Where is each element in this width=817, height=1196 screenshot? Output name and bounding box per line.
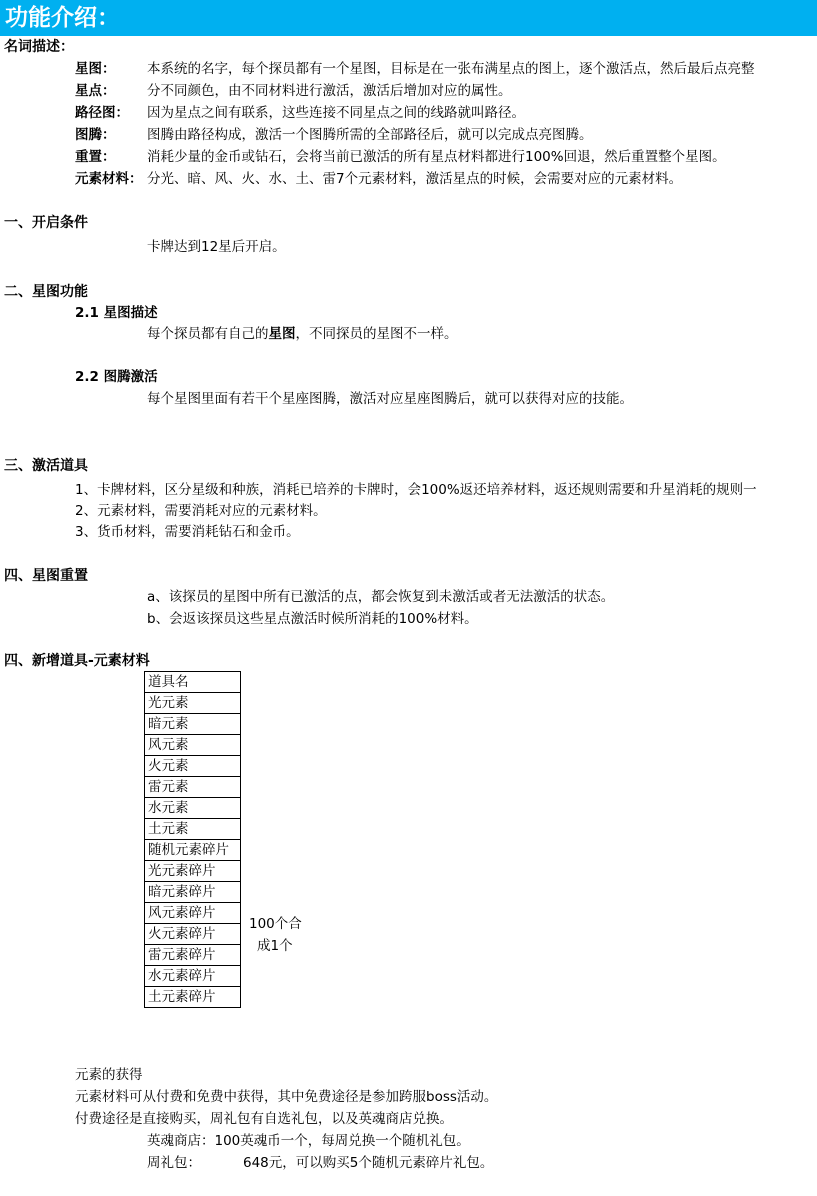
table-row: [145, 819, 241, 840]
item-name-cell: 火元素碎片: [145, 924, 241, 945]
obtain-weekly-desc: 648元，可以购买5个随机元素碎片礼包。: [243, 1155, 494, 1171]
item-name-cell: 雷元素碎片: [145, 945, 241, 966]
obtain-line: 付费途径是直接购买，周礼包有自选礼包，以及英魂商店兑换。: [75, 1111, 453, 1127]
table-row: [145, 756, 241, 777]
item-name-cell: 土元素碎片: [145, 987, 241, 1008]
reset-rule: b、会返该探员这些星点激活时候所消耗的100%材料。: [147, 611, 478, 627]
glossary-term: 星点：: [75, 83, 116, 99]
section-title-reset: 四、星图重置: [4, 568, 88, 584]
glossary-term: 星图：: [75, 61, 116, 77]
item-name-cell: 随机元素碎片: [145, 840, 241, 861]
item-name-cell: 风元素碎片: [145, 903, 241, 924]
element-item-table: [144, 671, 241, 1008]
page-title: 功能介绍：: [5, 5, 120, 31]
item-name-cell: 火元素: [145, 756, 241, 777]
table-header-row: [145, 672, 241, 693]
obtain-line: 元素材料可从付费和免费中获得，其中免费途径是参加跨服boss活动。: [75, 1089, 498, 1105]
table-row: [145, 966, 241, 987]
open-condition-text: 卡牌达到12星后开启。: [147, 239, 286, 255]
table-row: [145, 840, 241, 861]
section-title-star-map: 二、星图功能: [4, 284, 88, 300]
title-banner: [0, 0, 817, 36]
glossary-heading: 名词描述：: [4, 39, 74, 55]
table-row: [145, 735, 241, 756]
glossary-term: 路径图：: [75, 105, 129, 121]
glossary-desc: 分光、暗、风、火、水、土、雷7个元素材料，激活星点的时候，会需要对应的元素材料。: [147, 171, 683, 187]
section-title-new-items: 四、新增道具-元素材料: [4, 653, 150, 669]
item-name-cell: 土元素: [145, 819, 241, 840]
glossary-term: 重置：: [75, 149, 116, 165]
reset-rule: a、该探员的星图中所有已激活的点，都会恢复到未激活或者无法激活的状态。: [147, 589, 615, 605]
table-row: [145, 882, 241, 903]
table-row: [145, 798, 241, 819]
obtain-shop: 英魂商店：100英魂币一个，每周兑换一个随机礼包。: [147, 1133, 470, 1149]
totem-description: 每个星图里面有若干个星座图腾，激活对应星座图腾后，就可以获得对应的技能。: [147, 391, 633, 407]
table-row: [145, 714, 241, 735]
section-title-open-condition: 一、开启条件: [4, 215, 88, 231]
table-row: [145, 945, 241, 966]
item-name-cell: 暗元素: [145, 714, 241, 735]
table-row: [145, 903, 241, 924]
subsection-title-totem: 2.2 图腾激活: [75, 369, 158, 385]
glossary-desc: 消耗少量的金币或钻石，会将当前已激活的所有星点材料都进行100%回退，然后重置整个星图。: [147, 149, 726, 165]
glossary-term: 图腾：: [75, 127, 116, 143]
table-row: [145, 924, 241, 945]
item-name-cell: 雷元素: [145, 777, 241, 798]
section-title-activation-items: 三、激活道具: [4, 458, 88, 474]
table-row: [145, 987, 241, 1008]
glossary-desc: 图腾由路径构成，激活一个图腾所需的全部路径后，就可以完成点亮图腾。: [147, 127, 593, 143]
item-name-cell: 风元素: [145, 735, 241, 756]
item-name-cell: 暗元素碎片: [145, 882, 241, 903]
item-name-cell: 水元素碎片: [145, 966, 241, 987]
activation-item: 2、元素材料，需要消耗对应的元素材料。: [75, 503, 327, 519]
merge-note-line1: 100个合: [249, 916, 302, 932]
table-row: [145, 861, 241, 882]
obtain-title: 元素的获得: [75, 1067, 143, 1083]
item-name-cell: 水元素: [145, 798, 241, 819]
glossary-desc: 分不同颜色，由不同材料进行激活，激活后增加对应的属性。: [147, 83, 512, 99]
item-name-cell: 光元素碎片: [145, 861, 241, 882]
item-name-cell: 光元素: [145, 693, 241, 714]
merge-note-line2: 成1个: [257, 938, 293, 954]
table-header-cell: 道具名: [145, 672, 241, 693]
star-map-description: 每个探员都有自己的星图，不同探员的星图不一样。: [147, 326, 458, 342]
activation-item: 3、货币材料，需要消耗钻石和金币。: [75, 524, 300, 540]
glossary-term: 元素材料：: [75, 171, 143, 187]
table-row: [145, 693, 241, 714]
glossary-desc: 本系统的名字，每个探员都有一个星图，目标是在一张布满星点的图上，逐个激活点，然后最后点亮整: [147, 61, 755, 77]
glossary-desc: 因为星点之间有联系，这些连接不同星点之间的线路就叫路径。: [147, 105, 525, 121]
table-row: [145, 777, 241, 798]
subsection-title-description: 2.1 星图描述: [75, 305, 158, 321]
obtain-weekly-label: 周礼包：: [147, 1155, 201, 1171]
activation-item: 1、卡牌材料，区分星级和种族，消耗已培养的卡牌时，会100%返还培养材料，返还规则需要和升星消耗的规则一: [75, 482, 757, 498]
